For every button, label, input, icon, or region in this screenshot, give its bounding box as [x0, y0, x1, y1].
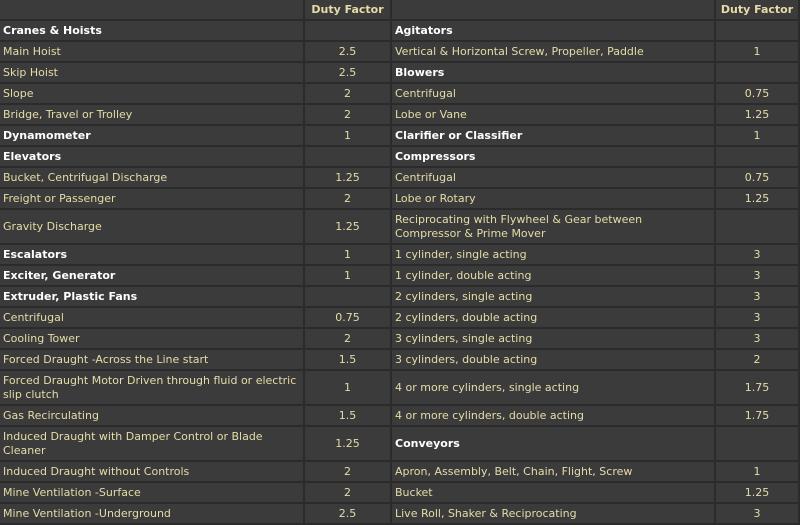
right-equipment-cell: 3 cylinders, double acting [392, 350, 714, 369]
right-duty-factor-cell: 1.75 [716, 371, 798, 404]
left-equipment-cell: Bucket, Centrifugal Discharge [0, 168, 303, 187]
table-row [0, 21, 798, 40]
table-row [0, 266, 798, 285]
left-equipment-cell: Skip Hoist [0, 63, 303, 82]
right-duty-factor-cell: 1.25 [716, 189, 798, 208]
table-row [0, 147, 798, 166]
left-equipment-cell: Exciter, Generator [0, 266, 303, 285]
left-equipment-cell: Centrifugal [0, 308, 303, 327]
right-duty-factor-cell: 3 [716, 266, 798, 285]
right-equipment-cell: 1 cylinder, double acting [392, 266, 714, 285]
left-equipment-cell: Escalators [0, 245, 303, 264]
table-row [0, 483, 798, 502]
right-duty-factor-cell: 3 [716, 287, 798, 306]
left-equipment-cell: Mine Ventilation -Surface [0, 483, 303, 502]
left-equipment-cell: Cooling Tower [0, 329, 303, 348]
table-row [0, 287, 798, 306]
right-equipment-cell: Vertical & Horizontal Screw, Propeller, Paddle [392, 42, 714, 61]
left-duty-factor-cell: 2 [305, 84, 390, 103]
left-duty-factor-cell: 0.75 [305, 308, 390, 327]
right-equipment-cell: Centrifugal [392, 84, 714, 103]
right-duty-factor-cell: 1 [716, 42, 798, 61]
table-row [0, 105, 798, 124]
left-equipment-cell: Dynamometer [0, 126, 303, 145]
right-equipment-cell: Conveyors [392, 427, 714, 460]
left-duty-factor-cell: 1.25 [305, 168, 390, 187]
table-row [0, 42, 798, 61]
header-left-title [0, 0, 303, 19]
table-row [0, 406, 798, 425]
left-equipment-cell: Extruder, Plastic Fans [0, 287, 303, 306]
left-duty-factor-cell: 2 [305, 329, 390, 348]
left-duty-factor-cell: 1 [305, 245, 390, 264]
right-equipment-cell: Reciprocating with Flywheel & Gear between Compressor & Prime Mover [392, 210, 714, 243]
right-equipment-cell: Compressors [392, 147, 714, 166]
table-row [0, 63, 798, 82]
right-duty-factor-cell: 1.25 [716, 105, 798, 124]
table-row [0, 350, 798, 369]
header-right-factor: Duty Factor [716, 0, 798, 19]
left-equipment-cell: Forced Draught Motor Driven through fluid or electric slip clutch [0, 371, 303, 404]
table-row [0, 210, 798, 243]
left-equipment-cell: Induced Draught with Damper Control or Blade Cleaner [0, 427, 303, 460]
left-equipment-cell: Gravity Discharge [0, 210, 303, 243]
left-equipment-cell: Cranes & Hoists [0, 21, 303, 40]
left-duty-factor-cell: 1 [305, 371, 390, 404]
left-equipment-cell: Forced Draught -Across the Line start [0, 350, 303, 369]
left-duty-factor-cell: 1 [305, 126, 390, 145]
left-duty-factor-cell: 2.5 [305, 504, 390, 523]
right-equipment-cell: Lobe or Vane [392, 105, 714, 124]
right-equipment-cell: Apron, Assembly, Belt, Chain, Flight, Screw [392, 462, 714, 481]
table-row [0, 84, 798, 103]
left-equipment-cell: Mine Ventilation -Underground [0, 504, 303, 523]
right-equipment-cell: 1 cylinder, single acting [392, 245, 714, 264]
table-row [0, 371, 798, 404]
right-equipment-cell: Live Roll, Shaker & Reciprocating [392, 504, 714, 523]
right-duty-factor-cell: 0.75 [716, 168, 798, 187]
right-duty-factor-cell: 1.25 [716, 483, 798, 502]
right-duty-factor-cell [716, 427, 798, 460]
right-equipment-cell: 4 or more cylinders, double acting [392, 406, 714, 425]
right-duty-factor-cell: 3 [716, 504, 798, 523]
right-duty-factor-cell: 3 [716, 245, 798, 264]
right-duty-factor-cell [716, 63, 798, 82]
header-left-factor: Duty Factor [305, 0, 390, 19]
left-equipment-cell: Main Hoist [0, 42, 303, 61]
left-duty-factor-cell [305, 147, 390, 166]
left-equipment-cell: Freight or Passenger [0, 189, 303, 208]
table-row [0, 168, 798, 187]
left-duty-factor-cell: 2 [305, 189, 390, 208]
right-duty-factor-cell: 1.75 [716, 406, 798, 425]
table-body [0, 21, 798, 523]
left-duty-factor-cell: 1.5 [305, 406, 390, 425]
right-duty-factor-cell: 1 [716, 126, 798, 145]
left-duty-factor-cell: 1.25 [305, 427, 390, 460]
left-duty-factor-cell: 1 [305, 266, 390, 285]
table-row [0, 126, 798, 145]
left-duty-factor-cell: 2 [305, 462, 390, 481]
table-row [0, 462, 798, 481]
left-duty-factor-cell [305, 287, 390, 306]
left-duty-factor-cell: 2 [305, 105, 390, 124]
table-row [0, 427, 798, 460]
right-equipment-cell: Lobe or Rotary [392, 189, 714, 208]
right-equipment-cell: 3 cylinders, single acting [392, 329, 714, 348]
right-equipment-cell: 2 cylinders, single acting [392, 287, 714, 306]
left-duty-factor-cell: 1.5 [305, 350, 390, 369]
right-equipment-cell: Centrifugal [392, 168, 714, 187]
header-right-title [392, 0, 714, 19]
table-row [0, 245, 798, 264]
table-row [0, 329, 798, 348]
left-equipment-cell: Induced Draught without Controls [0, 462, 303, 481]
right-equipment-cell: 2 cylinders, double acting [392, 308, 714, 327]
right-duty-factor-cell [716, 210, 798, 243]
left-equipment-cell: Bridge, Travel or Trolley [0, 105, 303, 124]
right-duty-factor-cell: 3 [716, 308, 798, 327]
right-equipment-cell: Bucket [392, 483, 714, 502]
left-duty-factor-cell: 2.5 [305, 42, 390, 61]
right-duty-factor-cell [716, 147, 798, 166]
right-duty-factor-cell: 1 [716, 462, 798, 481]
right-duty-factor-cell: 3 [716, 329, 798, 348]
left-duty-factor-cell: 1.25 [305, 210, 390, 243]
table-row [0, 308, 798, 327]
right-duty-factor-cell: 0.75 [716, 84, 798, 103]
right-duty-factor-cell [716, 21, 798, 40]
right-duty-factor-cell: 2 [716, 350, 798, 369]
header-row [0, 0, 798, 19]
left-duty-factor-cell: 2 [305, 483, 390, 502]
right-equipment-cell: Blowers [392, 63, 714, 82]
table-row [0, 189, 798, 208]
left-equipment-cell: Slope [0, 84, 303, 103]
right-equipment-cell: Agitators [392, 21, 714, 40]
left-equipment-cell: Elevators [0, 147, 303, 166]
right-equipment-cell: Clarifier or Classifier [392, 126, 714, 145]
left-equipment-cell: Gas Recirculating [0, 406, 303, 425]
table-row [0, 504, 798, 523]
left-duty-factor-cell: 2.5 [305, 63, 390, 82]
left-duty-factor-cell [305, 21, 390, 40]
right-equipment-cell: 4 or more cylinders, single acting [392, 371, 714, 404]
